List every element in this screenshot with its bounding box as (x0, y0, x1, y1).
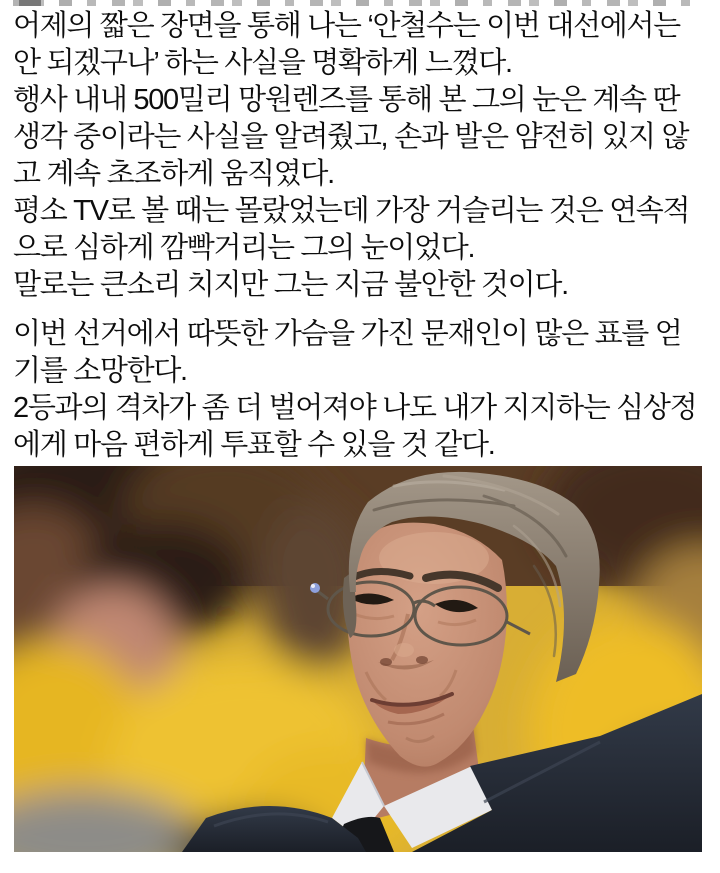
post-body-text (13, 8, 707, 464)
post-paragraph: 말로는 큰소리 치지만 그는 지금 불안한 것이다. (13, 269, 568, 301)
post-paragraph: 행사 내내 500밀리 망원렌즈를 통해 본 그의 눈은 계속 딴 생각 중이라는 사실을 알려줬고, 손과 발은 얌전히 있지 않고 계속 초조하게 움직였다. (13, 84, 689, 190)
post-paragraph: 이번 선거에서 따뜻한 가슴을 가진 문재인이 많은 표를 얻기를 소망한다. (13, 318, 682, 387)
post-paragraph: 2등과의 격차가 좀 더 벌어져야 나도 내가 지지하는 심상정에게 마음 편하게 투표할 수 있을 것 같다. (13, 392, 697, 461)
post-paragraph: 평소 TV로 볼 때는 몰랐었는데 가장 거슬리는 것은 연속적으로 심하게 깜빡거리는 그의 눈이었다. (13, 195, 690, 264)
photo-illustration (14, 466, 702, 852)
clipped-previous-line (13, 0, 693, 6)
embedded-photo-moon-jae-in (14, 466, 702, 852)
clipped-glyph-mark (19, 0, 41, 6)
glasses-hinge-glint (310, 583, 320, 593)
post-paragraph: 어제의 짧은 장면을 통해 나는 ‘안철수는 이번 대선에서는 안 되겠구나’ 하는 사실을 명확하게 느꼈다. (13, 10, 680, 79)
